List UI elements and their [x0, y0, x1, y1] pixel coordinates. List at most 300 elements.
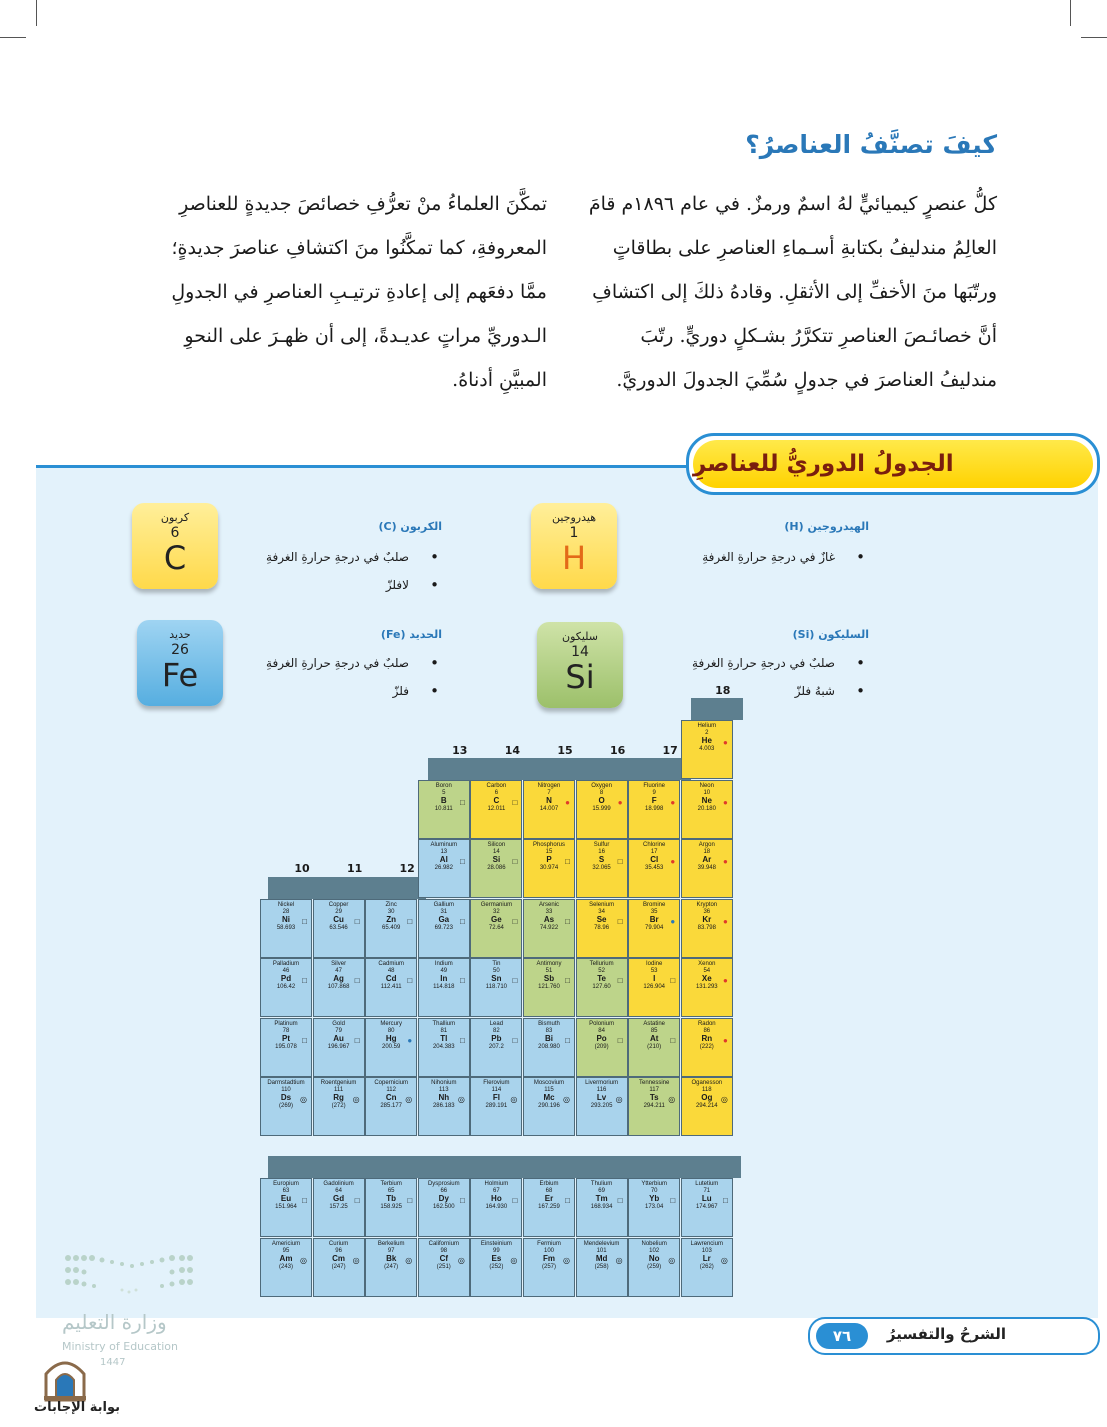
gas-state-icon: ● [565, 797, 570, 807]
solid-state-icon: □ [670, 1196, 676, 1205]
paragraph-line: مندليفُ العناصرَ في جدولٍ سُمِّيَ الجدولَ الدوريَّ. [616, 369, 997, 391]
element-name: Silicon [487, 842, 506, 848]
element-atomic-number: 71 [703, 1188, 711, 1194]
gas-state-icon: ● [722, 1035, 728, 1045]
tile-atomic-number: 14 [571, 644, 589, 660]
element-cell-au [313, 1018, 365, 1077]
element-symbol: Bi [545, 1033, 553, 1043]
solid-state-icon: □ [512, 857, 518, 866]
element-name: Gold [332, 1020, 345, 1027]
synthetic-state-icon: ◎ [405, 1095, 413, 1104]
element-symbol: F [651, 795, 657, 805]
element-symbol: Cu [333, 914, 344, 924]
element-atomic-mass: 107.868 [327, 984, 350, 990]
solid-state-icon: □ [354, 1196, 360, 1205]
element-atomic-number: 110 [281, 1087, 291, 1093]
element-cell-xe [681, 958, 733, 1017]
element-atomic-number: 97 [387, 1247, 395, 1254]
element-name: Selenium [589, 901, 615, 908]
element-cell-kr [681, 899, 733, 958]
element-cell-cn [365, 1077, 417, 1136]
element-symbol: Pt [282, 1033, 290, 1043]
element-cell-ts [628, 1077, 680, 1136]
element-symbol: Rn [701, 1033, 713, 1043]
element-cell-al [418, 839, 470, 898]
element-cell-md [576, 1238, 628, 1297]
solid-state-icon: □ [302, 1035, 307, 1045]
element-symbol: Si [492, 855, 501, 864]
element-symbol: Sb [543, 974, 555, 983]
element-cell-ne [681, 780, 733, 839]
element-atomic-mass: 83.798 [697, 924, 716, 931]
element-atomic-number: 79 [335, 1027, 342, 1034]
element-cell-pb [470, 1018, 522, 1077]
element-atomic-number: 65 [387, 1188, 395, 1194]
element-name: Oxygen [591, 782, 612, 789]
tile-symbol: Si [565, 658, 595, 696]
crop-mark [1081, 37, 1107, 38]
group-number: 10 [294, 862, 310, 875]
synthetic-state-icon: ◎ [300, 1255, 307, 1265]
synthetic-state-icon: ◎ [352, 1255, 360, 1265]
element-symbol: Ni [282, 914, 290, 924]
element-symbol: As [543, 914, 555, 924]
element-name: Mendelevium [583, 1240, 620, 1247]
element-atomic-mass: (209) [594, 1043, 609, 1050]
element-atomic-mass: 173.04 [645, 1204, 664, 1210]
element-name: Silver [331, 961, 347, 967]
element-atomic-number: 83 [545, 1027, 553, 1034]
element-atomic-number: 82 [493, 1027, 500, 1034]
footer-bar [808, 1317, 1100, 1355]
carbon-point: صلبٌ في درجةِ حرارةِ الغرفةِ • [266, 550, 409, 564]
element-symbol: C [493, 795, 500, 805]
element-name: Holmium [484, 1181, 509, 1187]
element-symbol: Cf [439, 1253, 449, 1263]
paragraph-line: كلُّ عنصرٍ كيميائيٍّ لهُ اسمٌ ورمزٌ. في عام ١٨٩٦م قامَ [588, 193, 997, 215]
element-atomic-number: 54 [703, 968, 711, 974]
element-atomic-number: 33 [545, 908, 553, 915]
gas-state-icon: ● [722, 857, 728, 866]
synthetic-state-icon: ◎ [300, 1095, 307, 1104]
element-symbol: In [440, 974, 448, 983]
solid-state-icon: □ [670, 976, 676, 985]
element-cell-tl [418, 1018, 470, 1077]
banner-title: الجدولُ الدوريُّ للعناصرِ [693, 440, 1093, 488]
tile-atomic-number: 1 [569, 525, 579, 541]
element-atomic-mass: 20.180 [697, 805, 716, 812]
element-symbol: Se [596, 914, 607, 924]
iron-tile [137, 620, 223, 706]
element-atomic-number: 30 [387, 908, 395, 915]
crop-mark [1070, 0, 1071, 26]
element-name: Darmstadtium [267, 1080, 305, 1086]
element-atomic-number: 18 [703, 849, 711, 855]
element-cell-po [576, 1018, 628, 1077]
element-cell-gd [313, 1178, 365, 1237]
element-cell-ag [313, 958, 365, 1017]
element-cell-f [628, 780, 680, 839]
element-atomic-mass: (252) [489, 1263, 504, 1270]
element-atomic-mass: 204.383 [432, 1043, 455, 1050]
element-symbol: Cl [650, 855, 659, 864]
paragraph-line: ممَّا دفعَهم إلى إعادةِ ترتيـبِ العناصرِ في الجدولِ [171, 281, 547, 303]
element-cell-se [576, 899, 628, 958]
element-symbol: Rg [333, 1093, 344, 1102]
liquid-state-icon: ● [670, 916, 676, 926]
synthetic-state-icon: ◎ [668, 1255, 676, 1265]
element-cell-at [628, 1018, 680, 1077]
synthetic-state-icon: ◎ [405, 1255, 413, 1265]
solid-state-icon: □ [617, 857, 623, 866]
element-cell-cm [313, 1238, 365, 1297]
element-atomic-number: 31 [440, 908, 448, 915]
element-name: Fermium [537, 1240, 561, 1247]
element-cell-o [576, 780, 628, 839]
element-atomic-number: 116 [596, 1087, 607, 1093]
element-atomic-number: 69 [598, 1188, 605, 1194]
tile-symbol: C [163, 539, 187, 577]
element-cell-rg [313, 1077, 365, 1136]
element-atomic-number: 101 [596, 1247, 607, 1254]
element-atomic-mass: 39.948 [697, 865, 716, 871]
element-name: Zinc [385, 901, 397, 908]
element-cell-pd [260, 958, 312, 1017]
element-name: Argon [698, 842, 715, 848]
element-symbol: Ho [491, 1194, 502, 1203]
element-symbol: Zn [386, 914, 397, 924]
element-cell-nh [418, 1077, 470, 1136]
element-atomic-number: 17 [650, 849, 658, 855]
element-symbol: Er [544, 1194, 554, 1203]
element-atomic-number: 16 [598, 849, 605, 855]
element-symbol: Pd [280, 974, 292, 983]
element-cell-ds [260, 1077, 312, 1136]
element-symbol: Al [439, 855, 448, 864]
element-cell-bk [365, 1238, 417, 1297]
element-symbol: Xe [701, 974, 712, 983]
group-number: 17 [662, 744, 678, 757]
element-atomic-number: 53 [650, 968, 658, 974]
element-symbol: Md [595, 1253, 608, 1263]
element-symbol: Ts [649, 1093, 659, 1102]
element-atomic-mass: 12.011 [487, 805, 506, 812]
element-symbol: Ga [438, 914, 450, 924]
solid-state-icon: □ [407, 1196, 413, 1205]
element-cell-as [523, 899, 575, 958]
element-cell-si [470, 839, 522, 898]
silicon-point: شبهُ فلزّ • [795, 684, 835, 698]
element-cell-s [576, 839, 628, 898]
element-atomic-mass: 168.934 [590, 1204, 613, 1210]
ministry-name-ar: وزارة التعليم [62, 1310, 167, 1334]
solid-state-icon: □ [617, 916, 623, 926]
element-atomic-mass: 200.59 [382, 1043, 401, 1050]
solid-state-icon: □ [459, 857, 465, 866]
element-atomic-mass: 28.086 [487, 865, 506, 871]
iron-point: صلبٌ في درجةِ حرارةِ الغرفةِ • [266, 656, 409, 670]
carbon-tile [132, 503, 218, 589]
element-symbol: At [649, 1033, 659, 1043]
element-atomic-mass: (247) [331, 1263, 346, 1270]
element-cell-te [576, 958, 628, 1017]
element-cell-sb [523, 958, 575, 1017]
element-cell-fm [523, 1238, 575, 1297]
element-atomic-number: 10 [703, 789, 711, 796]
element-atomic-number: 66 [440, 1188, 448, 1194]
element-cell-tb [365, 1178, 417, 1237]
element-name: Tellurium [589, 961, 614, 967]
solid-state-icon: □ [302, 1196, 307, 1205]
element-atomic-number: 29 [335, 908, 342, 915]
element-name: Mercury [380, 1020, 403, 1027]
element-cell-eu [260, 1178, 312, 1237]
element-cell-lr [681, 1238, 733, 1297]
group-number: 11 [346, 862, 363, 875]
group-number: 16 [609, 744, 626, 757]
element-name: Nitrogen [537, 782, 561, 789]
table-top-face [691, 698, 744, 720]
element-symbol: Cm [332, 1253, 346, 1263]
element-name: Berkelium [377, 1240, 405, 1247]
crop-mark [0, 37, 26, 38]
element-symbol: Lr [702, 1253, 711, 1263]
element-cell-cu [313, 899, 365, 958]
element-atomic-mass: (262) [699, 1263, 714, 1270]
element-cell-b [418, 780, 470, 839]
solid-state-icon: □ [512, 976, 518, 985]
element-symbol: Po [596, 1033, 607, 1043]
element-cell-og [681, 1077, 733, 1136]
element-cell-tm [576, 1178, 628, 1237]
element-atomic-mass: (251) [436, 1263, 451, 1270]
ministry-name-en: Ministry of Education [62, 1340, 179, 1353]
carbon-heading: الكربون (C) [378, 520, 442, 533]
watermark-gate-icon [40, 1352, 90, 1402]
element-atomic-number: 95 [282, 1247, 290, 1254]
element-atomic-mass: 294.214 [695, 1103, 718, 1109]
hydrogen-heading: الهيدروجين (H) [784, 520, 869, 533]
element-atomic-number: 113 [439, 1087, 449, 1093]
silicon-tile [537, 622, 623, 708]
element-atomic-number: 52 [598, 968, 605, 974]
silicon-point: صلبٌ في درجةِ حرارةِ الغرفةِ • [692, 656, 835, 670]
element-atomic-mass: 162.500 [432, 1204, 455, 1210]
element-name: Californium [428, 1240, 459, 1247]
group-number: 15 [557, 744, 573, 757]
solid-state-icon: □ [565, 857, 570, 866]
element-atomic-number: 114 [491, 1087, 502, 1093]
element-atomic-mass: 65.409 [382, 924, 401, 931]
element-atomic-number: 51 [545, 968, 553, 974]
paragraph-line: الـدوريِّ مراتٍ عديـدةً، إلى أن ظهـرَ على النحوِ [184, 325, 547, 347]
paragraph-line: ورتّبَها منَ الأخفِّ إلى الأثقلِ. وقادهُ ذلكَ إلى اكتشافِ [592, 281, 997, 303]
solid-state-icon: □ [459, 1035, 465, 1045]
element-atomic-number: 32 [493, 908, 500, 915]
element-symbol: Pb [491, 1033, 502, 1043]
element-cell-dy [418, 1178, 470, 1237]
tile-arabic-name: حديد [169, 628, 191, 641]
solid-state-icon: □ [512, 797, 518, 807]
synthetic-state-icon: ◎ [615, 1255, 623, 1265]
element-atomic-mass: 69.723 [434, 924, 453, 931]
element-atomic-number: 15 [545, 849, 553, 855]
element-symbol: Fl [492, 1093, 500, 1102]
element-symbol: Kr [702, 914, 712, 924]
element-cell-cf [418, 1238, 470, 1297]
element-symbol: N [546, 795, 552, 805]
element-atomic-mass: 14.007 [539, 805, 559, 812]
element-atomic-number: 111 [334, 1087, 344, 1093]
element-atomic-number: 6 [494, 789, 499, 796]
element-atomic-mass: (247) [384, 1263, 399, 1270]
solid-state-icon: □ [617, 1196, 623, 1205]
element-atomic-number: 78 [282, 1027, 290, 1034]
element-cell-i [628, 958, 680, 1017]
element-name: Terbium [380, 1181, 402, 1187]
element-symbol: B [440, 795, 447, 805]
element-name: Arsenic [538, 901, 559, 908]
element-atomic-mass: 131.293 [695, 984, 718, 990]
element-name: Thulium [590, 1181, 613, 1187]
element-cell-zn [365, 899, 417, 958]
element-atomic-number: 67 [493, 1188, 500, 1194]
element-atomic-number: 28 [282, 908, 290, 915]
element-name: Bismuth [538, 1020, 560, 1027]
element-atomic-mass: 290.196 [538, 1103, 560, 1109]
gas-state-icon: ● [722, 738, 728, 747]
iron-heading: الحديد (Fe) [380, 628, 442, 641]
element-atomic-number: 64 [335, 1188, 342, 1194]
element-name: Thallium [432, 1020, 456, 1027]
element-name: Einsteinium [480, 1240, 512, 1247]
element-atomic-mass: 195.078 [275, 1043, 297, 1050]
element-name: Indium [434, 961, 453, 967]
element-name: Phosphorus [532, 842, 566, 848]
solid-state-icon: □ [512, 1196, 518, 1205]
element-name: Palladium [272, 961, 300, 967]
gas-state-icon: ● [617, 797, 623, 807]
element-cell-yb [628, 1178, 680, 1237]
element-atomic-number: 13 [440, 849, 448, 855]
element-atomic-mass: 208.980 [538, 1043, 560, 1050]
element-atomic-number: 35 [650, 908, 658, 915]
element-cell-no [628, 1238, 680, 1297]
solid-state-icon: □ [512, 916, 518, 926]
element-name: Americium [271, 1240, 301, 1247]
element-atomic-mass: 286.183 [432, 1103, 455, 1109]
element-symbol: Sn [491, 974, 502, 983]
element-name: Dysprosium [427, 1181, 460, 1187]
element-name: Astatine [643, 1020, 666, 1027]
ftable-top-face [268, 1156, 741, 1178]
table-top-face [268, 877, 426, 899]
element-name: Cadmium [378, 961, 405, 967]
paragraph-line: تمكَّنَ العلماءُ منْ تعرُّفِ خصائصَ جديدةٍ للعناصرِ [179, 193, 547, 215]
element-name: Boron [435, 782, 452, 789]
element-symbol: Yb [649, 1194, 660, 1203]
solid-state-icon: □ [565, 916, 570, 926]
element-symbol: Ge [491, 914, 502, 924]
element-atomic-number: 14 [493, 849, 500, 855]
element-atomic-mass: 174.967 [695, 1204, 718, 1210]
element-atomic-mass: 289.191 [485, 1103, 508, 1109]
element-cell-ga [418, 899, 470, 958]
element-atomic-number: 7 [547, 789, 551, 796]
gas-state-icon: ● [722, 797, 728, 807]
element-name: Tin [492, 961, 501, 967]
element-cell-c [470, 780, 522, 839]
element-atomic-mass: 78.96 [594, 924, 610, 931]
synthetic-state-icon: ◎ [563, 1095, 570, 1104]
silicon-heading: السليكون (Si) [792, 628, 869, 641]
solid-state-icon: □ [459, 797, 465, 807]
element-atomic-number: 96 [335, 1247, 342, 1254]
element-atomic-number: 98 [440, 1247, 448, 1254]
paragraph-line: المبيَّنِ أدناهُ. [452, 369, 547, 391]
group-number: 18 [715, 684, 731, 697]
element-atomic-mass: 72.64 [488, 924, 504, 931]
solid-state-icon: □ [459, 976, 465, 985]
element-symbol: Cd [385, 974, 397, 983]
synthetic-state-icon: ◎ [457, 1255, 465, 1265]
element-cell-sn [470, 958, 522, 1017]
element-symbol: Fm [543, 1253, 555, 1263]
element-cell-ar [681, 839, 733, 898]
element-symbol: Lu [701, 1194, 712, 1203]
element-symbol: P [546, 855, 552, 864]
element-name: Chlorine [643, 842, 666, 848]
solid-state-icon: □ [407, 976, 413, 985]
tile-atomic-number: 26 [171, 642, 189, 658]
element-cell-er [523, 1178, 575, 1237]
element-atomic-mass: 164.930 [485, 1204, 508, 1210]
element-atomic-mass: 32.065 [592, 865, 611, 871]
element-name: Neon [699, 782, 714, 789]
element-atomic-mass: 293.205 [590, 1103, 613, 1109]
solid-state-icon: □ [670, 1035, 676, 1045]
tile-arabic-name: كربون [160, 511, 190, 524]
element-atomic-number: 84 [598, 1027, 605, 1034]
element-atomic-mass: 118.710 [485, 984, 508, 990]
gas-state-icon: ● [670, 797, 676, 807]
element-atomic-mass: 4.003 [699, 746, 715, 752]
element-name: Curium [328, 1240, 349, 1247]
element-atomic-mass: 114.818 [433, 984, 455, 990]
element-atomic-mass: 158.925 [380, 1204, 403, 1210]
element-name: Nobelium [641, 1240, 667, 1247]
solid-state-icon: □ [354, 1035, 360, 1045]
element-atomic-number: 115 [544, 1087, 554, 1093]
element-name: Lead [489, 1020, 504, 1027]
element-atomic-mass: 58.693 [276, 924, 296, 931]
element-cell-ni [260, 899, 312, 958]
element-atomic-mass: 35.453 [645, 865, 664, 871]
element-name: Carbon [486, 782, 507, 789]
hydrogen-point: غازٌ في درجةِ حرارةِ الغرفةِ • [702, 550, 835, 564]
group-number: 12 [399, 862, 415, 875]
element-atomic-number: 100 [543, 1247, 554, 1254]
element-name: Radon [697, 1020, 716, 1027]
paragraph-line: المعروفةِ، كما تمكَّنُوا منَ اكتشافِ عناصرَ جديدةٍ؛ [171, 237, 547, 259]
element-atomic-number: 81 [440, 1027, 448, 1034]
solid-state-icon: □ [617, 976, 623, 985]
solid-state-icon: □ [302, 916, 307, 926]
element-atomic-number: 68 [545, 1188, 553, 1194]
element-atomic-mass: 157.25 [329, 1204, 348, 1210]
solid-state-icon: □ [354, 976, 360, 985]
gas-state-icon: ● [722, 976, 728, 985]
